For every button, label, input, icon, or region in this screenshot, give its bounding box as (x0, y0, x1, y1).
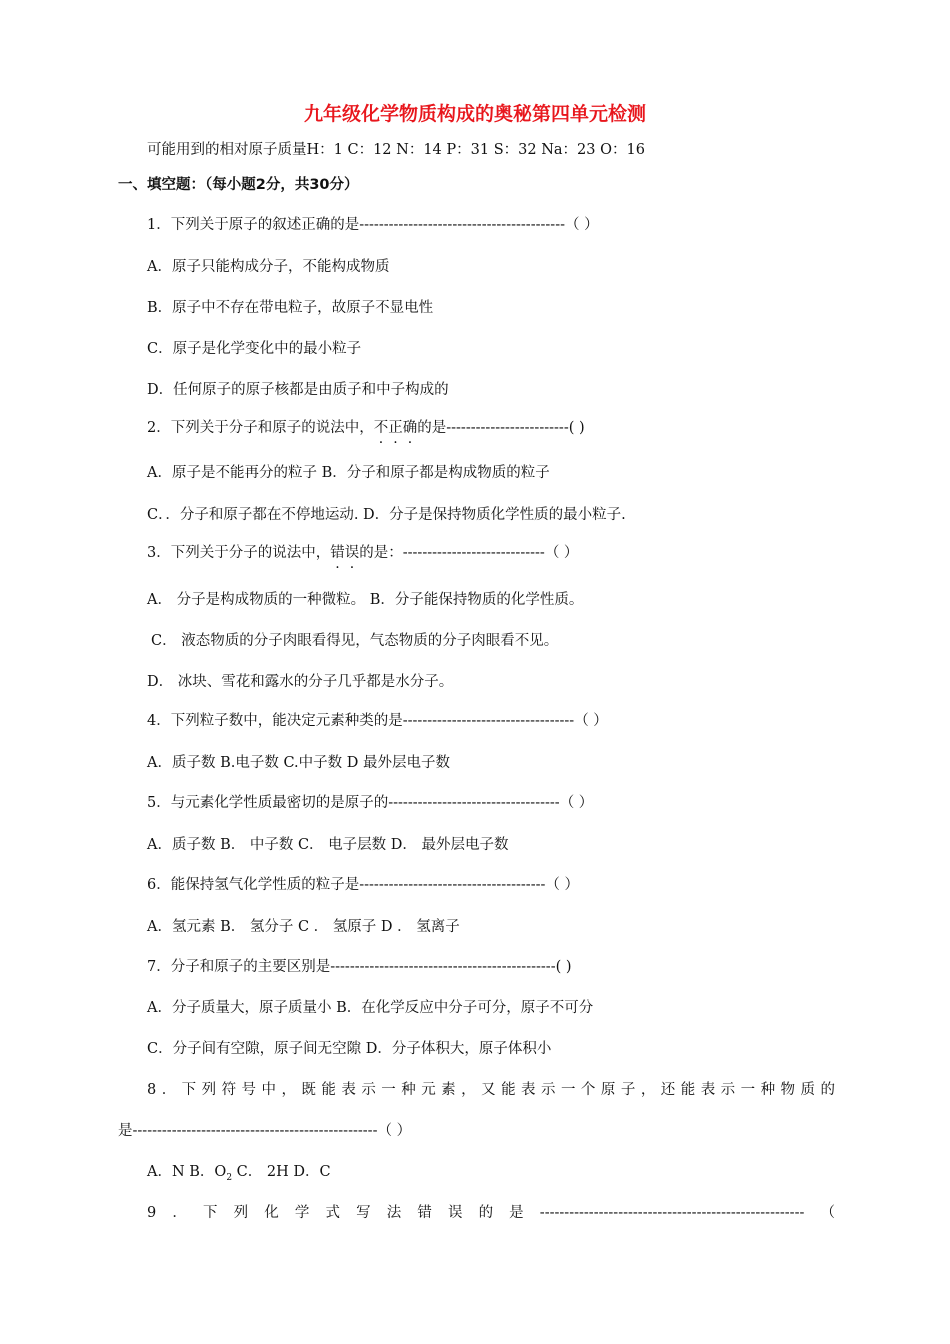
q5-options: A．质子数 B． 中子数 C． 电子层数 D． 最外层电子数 (147, 837, 509, 853)
section-heading: 一、填空题：（每小题2分，共30分） (118, 177, 359, 193)
q1-option-b: B．原子中不存在带电粒子，故原子不显电性 (147, 300, 434, 316)
q2-options-ab: A．原子是不能再分的粒子 B．分子和原子都是构成物质的粒子 (147, 465, 550, 481)
atomic-masses-note: 可能用到的相对原子质量H：1 C：12 N：14 P：31 S：32 Na：23 O：16 (147, 142, 645, 158)
question-8-line2: 是--------------------------------------------------（ ） (118, 1123, 412, 1139)
q1-option-d: D．任何原子的原子核都是由质子和中子构成的 (147, 382, 449, 398)
q7-options-cd: C．分子间有空隙，原子间无空隙 D．分子体积大，原子体积小 (147, 1041, 552, 1057)
question-6: 6．能保持氢气化学性质的粒子是--------------------------------------（ ） (147, 877, 580, 893)
question-8-line1: 8．下列符号中，既能表示一种元素，又能表示一个原子，还能表示一种物质的 (147, 1082, 835, 1098)
q2-options-cd: C．．分子和原子都在不停地运动. D．分子是保持物质化学性质的最小粒子. (147, 507, 626, 523)
q1-option-a: A．原子只能构成分子，不能构成物质 (147, 259, 390, 275)
q3-option-c: C． 液态物质的分子肉眼看得见，气态物质的分子肉眼看不见。 (151, 633, 559, 649)
q1-option-c: C．原子是化学变化中的最小粒子 (147, 341, 362, 357)
question-1: 1．下列关于原子的叙述正确的是------------------------------------------（ ） (147, 217, 599, 233)
q4-options: A．质子数 B.电子数 C.中子数 D 最外层电子数 (147, 755, 450, 771)
q3-options-ab: A． 分子是构成物质的一种微粒。 B．分子能保持物质的化学性质。 (147, 592, 584, 608)
question-9: 9．下列化学式写法错误的是------------------------------------------------------（ (147, 1205, 835, 1221)
question-5: 5．与元素化学性质最密切的是原子的-----------------------------------（ ） (147, 795, 594, 811)
question-2: 2．下列关于分子和原子的说法中，不正确的是-------------------------( ) (147, 420, 585, 436)
q7-options-ab: A．分子质量大，原子质量小 B．在化学反应中分子可分，原子不可分 (147, 1000, 594, 1016)
q6-options: A．氢元素 B． 氢分子 C ． 氢原子 D ． 氢离子 (147, 919, 460, 935)
question-7: 7．分子和原子的主要区别是----------------------------------------------( ) (147, 959, 572, 975)
q3-option-d: D． 冰块、雪花和露水的分子几乎都是水分子。 (147, 674, 454, 690)
page-title: 九年级化学物质构成的奥秘第四单元检测 (303, 103, 646, 125)
q8-options: A．N B．$O_2$ C． 2H D．C (147, 1164, 331, 1183)
question-4: 4．下列粒子数中，能决定元素种类的是-----------------------------------（ ） (147, 713, 608, 729)
question-3: 3．下列关于分子的说法中，错误的是：-----------------------------（ ） (147, 545, 579, 561)
